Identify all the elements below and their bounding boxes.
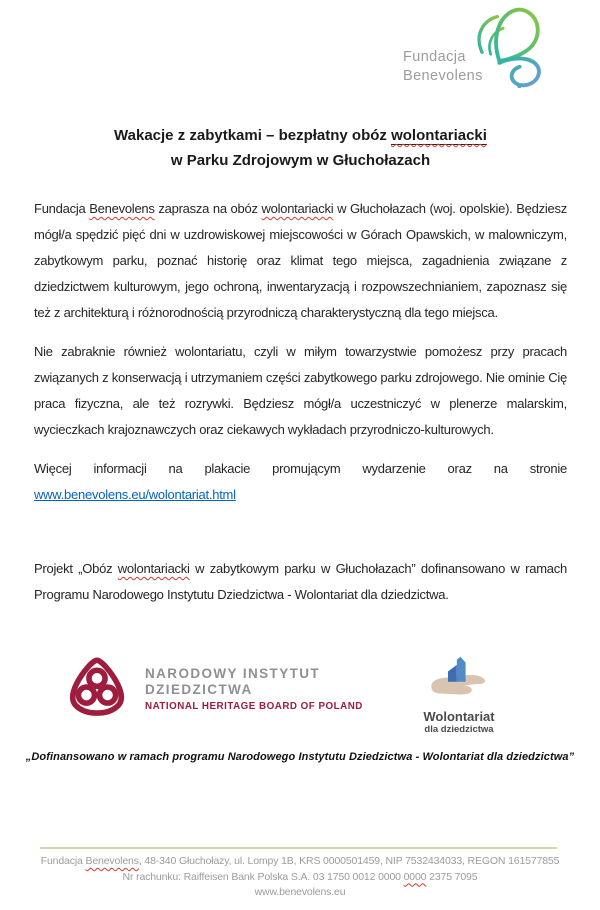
misspelled-word: Benevolens [89, 201, 155, 216]
title-line2: w Parku Zdrojowym w Głuchołazach [170, 152, 431, 169]
text-segment: w zabytkowym parku w Głuchołazach” dofinansowano w ramach Programu Narodowego Instytutu Dziedzictwa - Wolontariat dla dziedzictwa. [34, 561, 567, 602]
paragraph-volunteering [34, 339, 567, 443]
misspelled-word: Benevolens [85, 855, 139, 867]
wolontariat-dla-dziedzictwa-logo [416, 652, 502, 735]
text-segment: Fundacja [40, 855, 86, 867]
nid-logo [66, 652, 363, 722]
paragraph-project-funding [34, 556, 567, 608]
hand-holding-building-icon [426, 654, 492, 708]
building-dark-icon [448, 665, 457, 682]
text-segment: Nr rachunku: Raiffeisen Bank Polska S.A. 03 1750 0012 0000 [122, 870, 404, 883]
funding-note: „Dofinansowano w ramach programu Narodowego Instytutu Dziedzictwa - Wolontariat dla dziedzictwa” [25, 751, 575, 763]
footer [8, 854, 592, 901]
wdd-name-line1: Wolontariat [423, 709, 495, 724]
paragraph-invitation [34, 196, 567, 326]
document-body [34, 196, 567, 621]
brand-name-line1: Fundacja [403, 49, 466, 65]
text-segment: , 48-340 Głuchołazy, ul. Lompy 1B, KRS 0000501459, NIP 7532434033, REGON 161577855 [138, 855, 560, 867]
hyperlink[interactable]: www.benevolens.eu/wolontariat.html [34, 487, 236, 502]
misspelled-word: wolontariacki [117, 561, 190, 576]
misspelled-word: wolontariacki [261, 201, 334, 216]
benevolens-brand-logo [403, 4, 565, 98]
nid-name-line1: NARODOWY INSTYTUT [145, 666, 321, 681]
wdd-name-line2: dla dziedzictwa [424, 724, 494, 735]
text-segment: 2375 7095 [426, 870, 478, 883]
footer-divider [40, 847, 557, 849]
document-title [34, 123, 567, 173]
misspelled-word: 0000 [403, 870, 427, 883]
text-segment: zaprasza na obóz [154, 201, 262, 216]
nid-logo-text [145, 662, 363, 712]
brand-name-line2: Benevolens [403, 68, 483, 84]
text-segment: www.benevolens.eu [254, 886, 346, 898]
text-segment: Projekt „Obóz [34, 561, 118, 576]
partner-logos-row [66, 652, 502, 735]
text-segment: Wakacje z zabytkami – bezpłatny obóz [114, 127, 392, 144]
misspelled-word: wolontariacki [391, 127, 487, 144]
text-segment: Więcej informacji na plakacie promującym wydarzenie oraz na stronie [34, 461, 567, 476]
text-segment: Nie zabraknie również wolontariatu, czyli w miłym towarzystwie pomożesz przy pracach związanych z konserwacją i utrzymaniem części zabytkowego parku zdrojowego. Nie ominie Cię praca fizyczna, ale też rozrywki. Będziesz mógł/a uczestniczyć w plenerze malarskim, wycieczkach krajoznawczych oraz ciekawych wykładach przyrodniczo-kulturowych. [34, 344, 567, 437]
footer-line-website [8, 885, 592, 901]
brand-name [403, 48, 483, 86]
building-light-icon [457, 657, 466, 682]
text-segment: Fundacja [34, 201, 90, 216]
footer-line-registration [8, 854, 592, 870]
paragraph-more-info [34, 456, 567, 508]
title-line1 [34, 123, 567, 148]
footer-line-bank-account [8, 870, 592, 886]
text-segment: w Głuchołazach (woj. opolskie). Będziesz mógł/a spędzić pięć dni w uzdrowiskowej miejscowości w Górach Opawskich, w malowniczym, zabytkowym parku, poznać historię oraz klimat tego miejsca, zagadnienia związane z dziedzictwem kulturowym, jego ochroną, inwentaryzacją i rozpowszechnianiem, zapoznasz się też z architekturą i różnorodnością przyrodniczą charakterystyczną dla tego miejsca. [34, 201, 567, 320]
nid-name-english: NATIONAL HERITAGE BOARD OF POLAND [145, 701, 363, 712]
nid-trefoil-emblem-icon [66, 652, 128, 722]
nid-name-line2: DZIEDZICTWA [145, 682, 253, 697]
